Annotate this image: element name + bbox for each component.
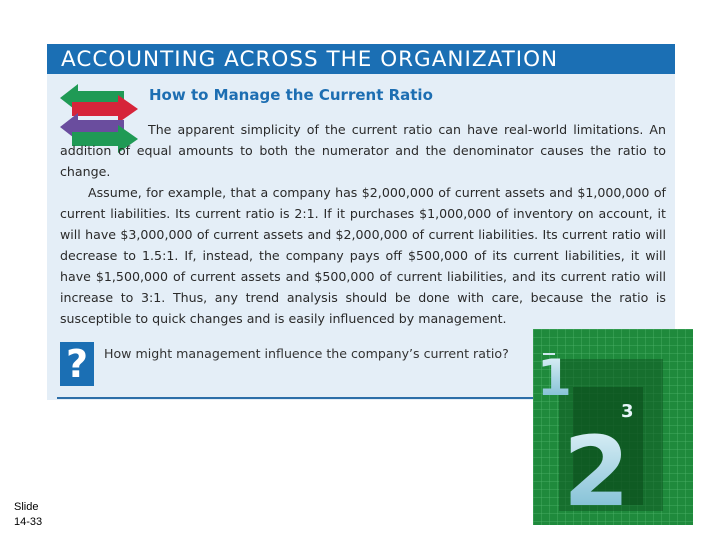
slide-label: [14, 500, 42, 530]
question-mark-icon: [60, 342, 94, 386]
numbers-graphic: [533, 329, 693, 525]
body-text: [60, 119, 666, 329]
body-paragraph-2: Assume, for example, that a company has $2,000,000 of current assets and $1,000,000 of current liabilities. Its current ratio is 2:1. If it purchases $1,000,000 of inventory on account, it will have $3,000,000 of current assets and $2,000,000 of current liabilities. Its current ratio will decrease to 1.5:1. If, instead, the company pays off $500,000 of its current liabilities, it will have $1,500,000 of current assets and $500,000 of current liabilities, and its current ratio will increase to 3:1. Thus, any trend analysis should be done with care, because the ratio is susceptible to quick changes and is easily influenced by management.: [60, 185, 666, 326]
slide-label-text: Slide: [14, 501, 39, 513]
digit-one: 1: [537, 349, 572, 407]
section-header-bar: [47, 44, 675, 74]
section-header-title: ACCOUNTING ACROSS THE ORGANIZATION: [61, 47, 559, 72]
digit-two: 2: [563, 416, 630, 525]
slide-number: 14-33: [14, 516, 43, 528]
question-text: How might management influence the company’s current ratio?: [104, 346, 509, 361]
digit-three: 3: [621, 401, 634, 422]
feature-subtitle: How to Manage the Current Ratio: [149, 86, 433, 104]
body-paragraph-1: The apparent simplicity of the current ratio can have real-world limitations. An addition of equal amounts to both the numerator and the denominator causes the ratio to change.: [60, 122, 666, 179]
question-symbol: ?: [65, 342, 89, 386]
